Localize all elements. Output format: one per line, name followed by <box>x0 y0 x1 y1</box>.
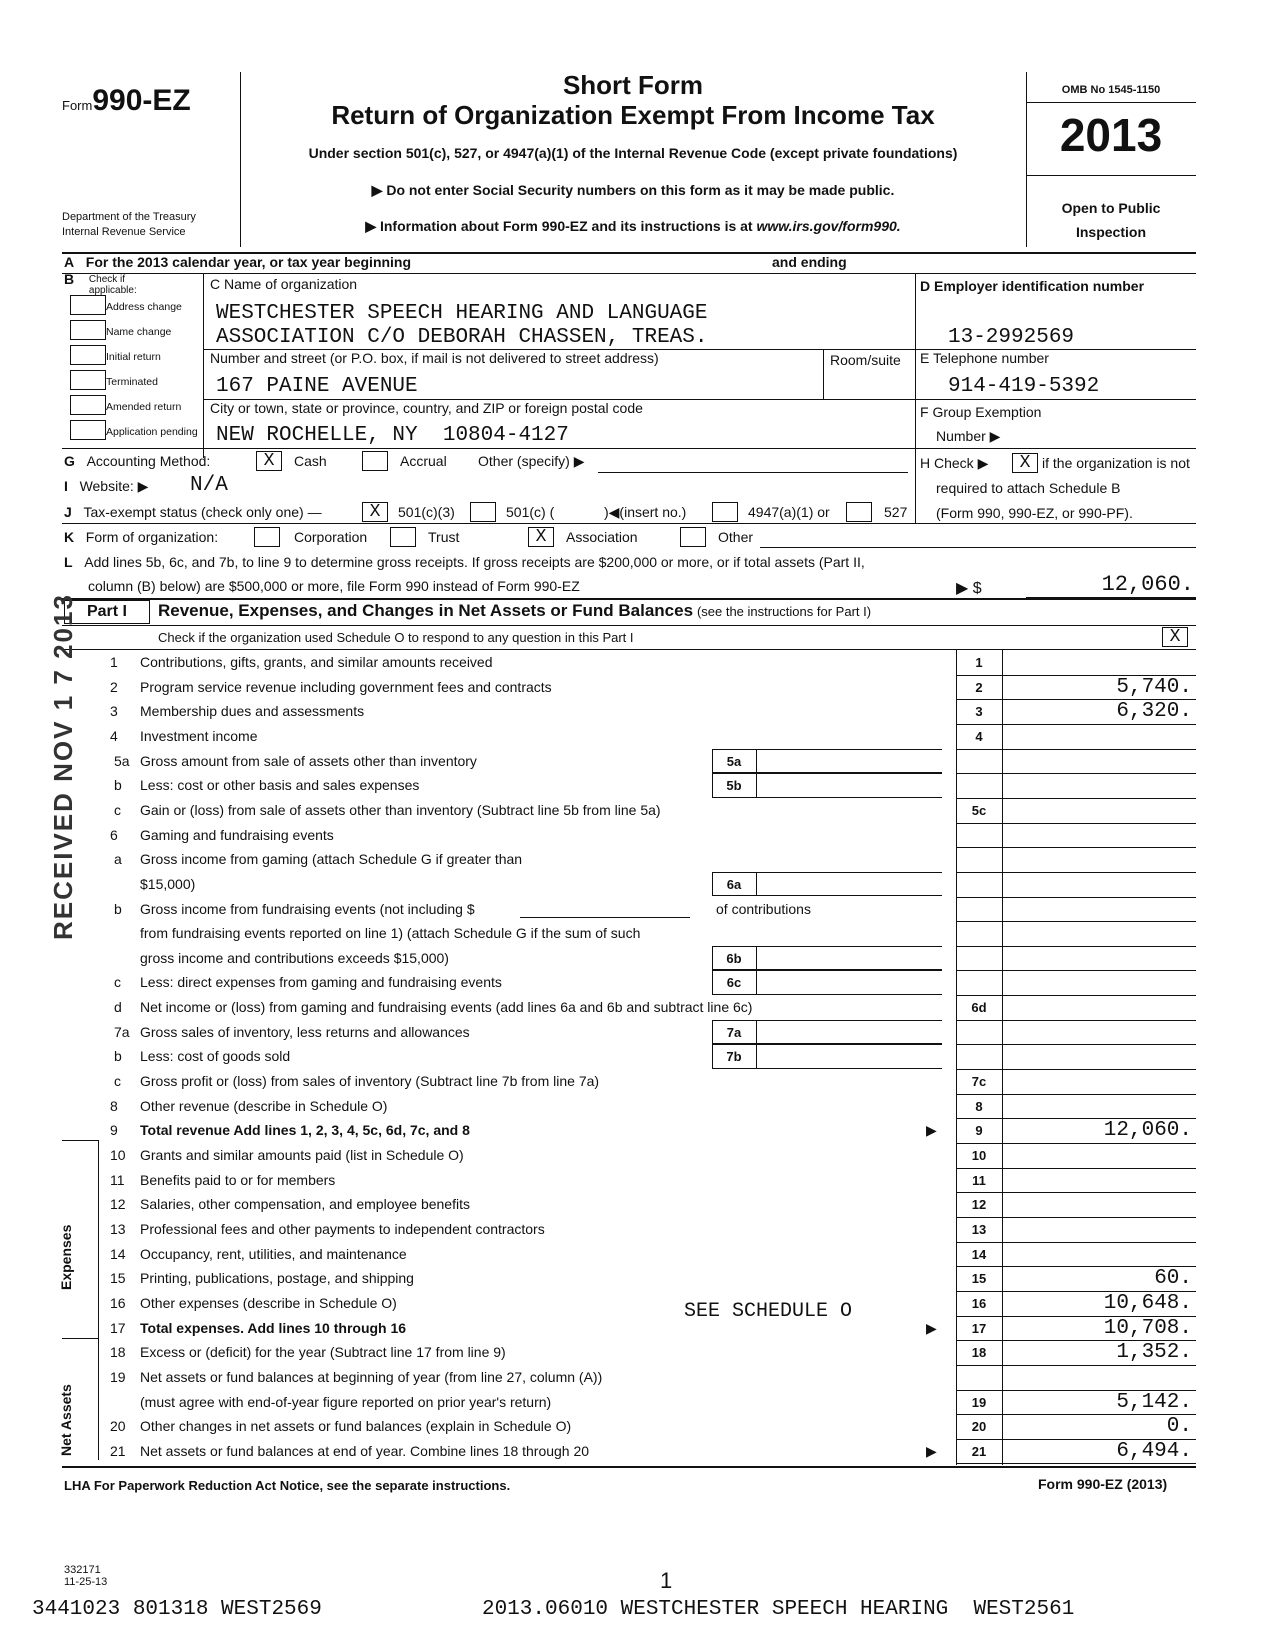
label-address-change: Address change <box>106 301 182 313</box>
line-number: 2 <box>110 678 118 695</box>
line-number: b <box>114 900 122 917</box>
box-label: 16 <box>971 1295 987 1311</box>
line-number: b <box>114 777 122 794</box>
box-label: 18 <box>971 1345 987 1361</box>
other-form-checkbox[interactable] <box>680 527 706 547</box>
4947-label: 4947(a)(1) or <box>748 504 830 520</box>
i-label: Website: ▶ <box>79 478 149 494</box>
label-name-change: Name change <box>106 326 172 338</box>
line-number: 6 <box>110 826 118 843</box>
line-number: 9 <box>110 1122 118 1139</box>
trust-label: Trust <box>428 529 460 545</box>
street-label: Number and street (or P.O. box, if mail is not delivered to street address) <box>210 350 659 366</box>
omb-number: OMB No 1545-1150 <box>1061 84 1161 96</box>
row-rule <box>956 1168 1196 1169</box>
phone-rule <box>915 399 1196 400</box>
block-bottom-rule <box>62 448 915 449</box>
box-label: 20 <box>971 1419 987 1435</box>
h-text2: if the organization is not <box>1042 455 1190 471</box>
line-number: 11 <box>110 1171 125 1188</box>
line-amount: 0. <box>1166 1415 1192 1439</box>
line-text: Net assets or fund balances at end of year. Combine lines 18 through 20 <box>140 1442 590 1459</box>
line-i <box>64 478 148 495</box>
open-public <box>1026 196 1196 244</box>
line-text: Less: direct expenses from gaming and fundraising events <box>140 974 502 991</box>
row-rule <box>956 1242 1196 1243</box>
row-rule <box>956 1143 1196 1144</box>
cash-checkbox[interactable]: X <box>256 451 282 471</box>
g-label: Accounting Method: <box>86 453 211 469</box>
box-label: 7c <box>971 1074 987 1090</box>
part1-title-rule <box>62 625 1196 626</box>
other-form-label: Other <box>718 529 754 545</box>
box-label: 6d <box>971 1000 987 1016</box>
dept-line1: Department of the Treasury <box>62 211 196 223</box>
line-number: 14 <box>110 1245 126 1262</box>
line-number: 17 <box>110 1319 126 1336</box>
part1-top-rule <box>62 598 1196 600</box>
row-rule <box>956 872 1196 873</box>
line-text: Net income or (loss) from gaming and fundraising events (add lines 6a and 6b and subtract line 6c) <box>140 999 753 1016</box>
row-rule <box>956 1192 1196 1193</box>
box-label: 3 <box>975 704 983 720</box>
barcode-right: 2013.06010 WESTCHESTER SPEECH HEARING WEST2561 <box>482 1598 1075 1621</box>
label-application-pending: Application pending <box>106 426 198 438</box>
sub-box-label: 6c <box>726 975 742 991</box>
line-text: Investment income <box>140 727 258 744</box>
h-text4: (Form 990, 990-EZ, or 990-PF). <box>936 505 1133 521</box>
line-text: Gross profit or (loss) from sales of inventory (Subtract line 7b from line 7a) <box>140 1073 600 1090</box>
checkbox-address-change[interactable] <box>70 295 106 315</box>
room-divider <box>823 349 824 399</box>
501c-checkbox[interactable] <box>470 502 496 522</box>
schedule-o-checkbox[interactable]: X <box>1162 627 1188 647</box>
line-text-extra: of contributions <box>716 900 811 917</box>
line-text: Net assets or fund balances at beginning of year (from line 27, column (A)) <box>140 1368 603 1385</box>
line-text: from fundraising events reported on line 1) (attach Schedule G if the sum of such <box>140 925 641 942</box>
line-text: Benefits paid to or for members <box>140 1171 336 1188</box>
k-top-rule <box>62 523 1196 524</box>
sub-box-divider <box>756 749 757 774</box>
line-text: Gross amount from sale of assets other than inventory <box>140 752 477 769</box>
g-letter: G <box>64 453 75 469</box>
line-k <box>64 529 218 545</box>
group-label2: Number ▶ <box>936 428 1001 444</box>
sub-box-divider <box>756 872 757 897</box>
box-label: 2 <box>975 679 983 695</box>
line-j <box>64 504 322 520</box>
open-public-line1: Open to Public <box>1061 200 1161 216</box>
schedule-o-note: SEE SCHEDULE O <box>684 1300 853 1323</box>
line-amount: 10,708. <box>1103 1316 1192 1340</box>
code1: 332171 <box>64 1564 101 1576</box>
box-label: 9 <box>975 1123 983 1139</box>
box-label: 5c <box>971 802 987 818</box>
line-text: Contributions, gifts, grants, and similar amounts received <box>140 654 493 670</box>
line-amount: 1,352. <box>1116 1341 1192 1365</box>
l-letter: L <box>64 554 73 570</box>
box-label: 21 <box>971 1443 987 1459</box>
row-rule <box>956 798 1196 799</box>
form-id <box>62 84 191 118</box>
title-short-form: Short Form <box>562 70 704 100</box>
box-label: 14 <box>971 1246 987 1262</box>
line-text: Less: cost of goods sold <box>140 1048 291 1065</box>
line-amount: 6,494. <box>1116 1439 1192 1463</box>
line-h <box>920 455 988 472</box>
street-value: 167 PAINE AVENUE <box>216 375 418 398</box>
k-other-line <box>760 547 1196 548</box>
box-label: 19 <box>971 1394 987 1410</box>
line-l-arrow: ▶ $ <box>956 580 982 597</box>
part1-title <box>158 601 871 621</box>
ein-value: 13-2992569 <box>948 326 1075 349</box>
501c3-checkbox[interactable]: X <box>362 502 388 522</box>
sub-box-label: 5b <box>726 778 742 794</box>
line-text: (must agree with end-of-year figure reported on prior year's return) <box>140 1393 552 1410</box>
row-rule <box>956 970 1196 971</box>
line-a-ending: and ending <box>772 254 847 270</box>
tax-year: 2013 <box>1059 109 1163 161</box>
net-assets-side-label: Net Assets <box>58 1384 74 1456</box>
line-a-rule <box>62 273 1196 274</box>
sub-box-label: 7a <box>726 1024 742 1040</box>
line-number: c <box>114 801 121 818</box>
box-col-right <box>1002 650 1003 1465</box>
notice-info-text: Information about Form 990-EZ and its instructions is at <box>379 218 757 234</box>
line-a <box>64 254 411 270</box>
corporation-label: Corporation <box>294 529 368 545</box>
form-number: 990-EZ <box>92 84 191 117</box>
open-public-line2: Inspection <box>1075 224 1146 240</box>
gross-receipts-value: 12,060. <box>1101 572 1194 597</box>
ein-label: D Employer identification number <box>920 278 1145 294</box>
form-codes <box>64 1564 107 1588</box>
sub-box-divider <box>756 946 757 971</box>
website-value: N/A <box>190 474 228 497</box>
schedule-o-check-text: Check if the organization used Schedule O to respond to any question in this Part I <box>158 630 634 645</box>
line-number: 5a <box>114 752 130 769</box>
line-number: 18 <box>110 1344 126 1361</box>
line-number: 10 <box>110 1147 126 1163</box>
b-letter: B <box>64 271 75 287</box>
cash-label: Cash <box>294 453 327 469</box>
dept-line2: Internal Revenue Service <box>62 226 186 238</box>
subtitle: Under section 501(c), 527, or 4947(a)(1) of the Internal Revenue Code (except private foundations) <box>308 145 958 161</box>
l-text1: Add lines 5b, 6c, and 7b, to line 9 to determine gross receipts. If gross receipts are $200,000 or more, or if total assets (Part II, <box>84 554 865 570</box>
row-rule <box>956 1365 1196 1366</box>
line-number: 16 <box>110 1294 126 1311</box>
line-amount: 60. <box>1154 1267 1192 1291</box>
line-number: c <box>114 1073 121 1090</box>
city-label: City or town, state or province, country, and ZIP or foreign postal code <box>210 400 643 416</box>
sub-box-divider <box>756 1044 757 1069</box>
box-label: 12 <box>971 1197 987 1213</box>
checkbox-name-change[interactable] <box>70 320 106 340</box>
box-label: 13 <box>971 1221 987 1237</box>
box-label: 10 <box>971 1148 987 1163</box>
line-text: Gross income from fundraising events (not including $ <box>140 900 475 917</box>
revenue-exp-rule <box>62 1140 98 1141</box>
line-number: 20 <box>110 1418 126 1435</box>
line-text: Occupancy, rent, utilities, and maintenance <box>140 1245 407 1262</box>
line-number: 19 <box>110 1368 126 1385</box>
line-number: 12 <box>110 1196 126 1213</box>
line-text: Professional fees and other payments to independent contractors <box>140 1220 545 1237</box>
sub-box-label: 7b <box>726 1049 742 1065</box>
sub-box-divider <box>756 773 757 798</box>
row-rule <box>956 1069 1196 1070</box>
line-text: Other expenses (describe in Schedule O) <box>140 1294 397 1311</box>
title-return: Return of Organization Exempt From Income Tax <box>331 100 935 130</box>
checkbox-initial-return[interactable] <box>70 345 106 365</box>
label-terminated: Terminated <box>106 376 158 388</box>
label-initial-return: Initial return <box>106 351 161 363</box>
row-rule <box>956 724 1196 725</box>
line-text: Membership dues and assessments <box>140 703 365 720</box>
check-rule <box>62 649 1196 650</box>
phone-label: E Telephone number <box>920 350 1049 366</box>
row-rule <box>956 1020 1196 1021</box>
h-label: H Check ▶ <box>920 455 989 471</box>
line-text: $15,000) <box>140 875 196 892</box>
line-text: Gaming and fundraising events <box>140 826 334 843</box>
sub-box-label: 6b <box>726 950 742 966</box>
line-text: Less: cost or other basis and sales expenses <box>140 777 420 794</box>
group-label1: F Group Exemption <box>920 404 1042 420</box>
section-b-label <box>64 271 137 296</box>
box-label: 11 <box>972 1172 986 1188</box>
row-rule <box>956 897 1196 898</box>
line-number: 21 <box>110 1442 126 1459</box>
city-value: NEW ROCHELLE, NY 10804-4127 <box>216 424 569 447</box>
association-label: Association <box>566 529 638 545</box>
row-rule <box>956 847 1196 848</box>
box-label: 8 <box>975 1098 983 1114</box>
line-number: 3 <box>110 703 118 720</box>
arrow-icon: ▶ <box>926 1442 937 1459</box>
phone-value: 914-419-5392 <box>948 375 1100 398</box>
page-number: 1 <box>660 1568 673 1593</box>
accrual-label: Accrual <box>400 453 447 469</box>
row-rule <box>956 823 1196 824</box>
checkbox-amended-return[interactable] <box>70 395 106 415</box>
row-rule <box>956 946 1196 947</box>
line-a-letter: A <box>64 254 75 270</box>
4947-checkbox[interactable] <box>712 502 738 522</box>
line-amount: 5,740. <box>1116 675 1192 699</box>
line-g <box>64 453 210 469</box>
corporation-checkbox[interactable] <box>254 527 280 547</box>
checkbox-terminated[interactable] <box>70 370 106 390</box>
notice-info <box>240 218 1026 235</box>
group-bottom-rule <box>915 448 1196 449</box>
footer-rule <box>62 1466 1196 1468</box>
room-label: Room/suite <box>830 352 901 368</box>
arrow-icon: ▶ <box>365 218 380 234</box>
arrow-icon: ▶ <box>926 1122 937 1139</box>
dept-treasury <box>62 210 196 240</box>
arrow-icon: ▶ <box>371 182 387 198</box>
k-letter: K <box>64 529 75 545</box>
sub-box-label: 5a <box>726 753 742 769</box>
row-rule <box>956 1094 1196 1095</box>
received-stamp: RECEIVED NOV 1 7 2013 <box>48 593 78 940</box>
insert-no-label: )◀(insert no.) <box>604 504 687 520</box>
row-rule <box>956 1463 1196 1464</box>
box-label: 17 <box>971 1320 987 1336</box>
part1-left-divider <box>98 1140 99 1460</box>
line-text: Grants and similar amounts paid (list in Schedule O) <box>140 1147 464 1163</box>
line-number: c <box>114 974 121 991</box>
j-label: Tax-exempt status (check only one) — <box>83 504 322 520</box>
lha-text: LHA For Paperwork Reduction Act Notice, see the separate instructions. <box>64 1478 511 1493</box>
row-rule <box>956 749 1196 750</box>
line-text: Gross income from gaming (attach Schedule G if greater than <box>140 851 523 868</box>
527-checkbox[interactable] <box>846 502 872 522</box>
h-text3: required to attach Schedule B <box>936 480 1121 496</box>
arrow-icon: ▶ <box>926 1319 937 1336</box>
row-rule <box>956 1044 1196 1045</box>
notice-ssn-text: Do not enter Social Security numbers on this form as it may be made public. <box>386 182 895 198</box>
line-amount: 10,648. <box>1103 1291 1192 1315</box>
exp-net-rule <box>62 1338 98 1339</box>
barcode-left: 3441023 801318 WEST2569 <box>32 1598 322 1621</box>
irs-link[interactable]: www.irs.gov/form990. <box>756 218 901 234</box>
label-amended-return: Amended return <box>106 401 182 413</box>
year-rule <box>1026 175 1196 176</box>
line-number: 15 <box>110 1270 126 1287</box>
org-name-line1: WESTCHESTER SPEECH HEARING AND LANGUAGE <box>216 302 708 325</box>
line-number: 4 <box>110 727 118 744</box>
i-letter: I <box>64 478 68 494</box>
row-rule <box>956 921 1196 922</box>
row-rule <box>956 1217 1196 1218</box>
line-number: b <box>114 1048 122 1065</box>
b-label2: applicable: <box>88 285 137 296</box>
trust-checkbox[interactable] <box>390 527 416 547</box>
line-amount: 6,320. <box>1116 700 1192 724</box>
part1-title-text: Revenue, Expenses, and Changes in Net Assets or Fund Balances <box>158 601 694 620</box>
line-text: Other revenue (describe in Schedule O) <box>140 1097 388 1114</box>
association-checkbox[interactable]: X <box>528 527 554 547</box>
box-col-left <box>956 650 957 1465</box>
j-letter: J <box>64 504 72 520</box>
line-number: 8 <box>110 1097 118 1114</box>
row-rule <box>956 773 1196 774</box>
checkbox-application-pending[interactable] <box>70 420 106 440</box>
line-fill-line <box>520 917 690 918</box>
line-text: Gain or (loss) from sale of assets other than inventory (Subtract line 5b from line 5a) <box>140 801 661 818</box>
line-amount: 12,060. <box>1103 1119 1192 1143</box>
part1-title-note: (see the instructions for Part I) <box>696 604 872 619</box>
k-label: Form of organization: <box>85 529 219 545</box>
box-label: 15 <box>971 1271 987 1287</box>
form-ref: Form 990-EZ (2013) <box>1038 1476 1168 1492</box>
org-name-label: C Name of organization <box>210 276 358 292</box>
other-method-label: Other (specify) ▶ <box>478 453 585 469</box>
527-label: 527 <box>884 504 908 520</box>
line-text: gross income and contributions exceeds $15,000) <box>140 949 449 966</box>
part1-label: Part I <box>64 600 150 624</box>
other-method-line <box>598 472 908 473</box>
line-text: Gross sales of inventory, less returns and allowances <box>140 1023 470 1040</box>
expenses-side-label: Expenses <box>58 1224 74 1290</box>
501c3-label: 501(c)(3) <box>398 504 455 520</box>
box-label: 1 <box>975 655 983 670</box>
line-number: 1 <box>110 654 118 670</box>
accrual-checkbox[interactable] <box>362 451 388 471</box>
b-label1: Check if <box>88 274 126 285</box>
box-label: 4 <box>975 728 983 744</box>
sub-box-divider <box>756 1020 757 1045</box>
omb-rule <box>1026 102 1196 103</box>
form-prefix: Form <box>62 98 93 113</box>
line-text: Salaries, other compensation, and employee benefits <box>140 1196 470 1213</box>
line-text: Printing, publications, postage, and shipping <box>140 1270 414 1287</box>
sub-box-divider <box>756 970 757 995</box>
line-l-text2: column (B) below) are $500,000 or more, file Form 990 instead of Form 990-EZ <box>88 578 580 594</box>
line-a-text: For the 2013 calendar year, or tax year beginning <box>85 254 412 270</box>
h-checkbox[interactable]: X <box>1012 453 1038 473</box>
row-rule <box>956 995 1196 996</box>
org-right-divider <box>915 273 916 523</box>
line-text: Other changes in net assets or fund balances (explain in Schedule O) <box>140 1418 572 1435</box>
line-number: 13 <box>110 1220 126 1237</box>
line-amount: 5,142. <box>1116 1390 1192 1414</box>
line-text: Excess or (deficit) for the year (Subtract line 17 from line 9) <box>140 1344 506 1361</box>
sub-box-label: 6a <box>726 876 742 892</box>
line-number: d <box>114 999 122 1016</box>
line-text: Total expenses. Add lines 10 through 16 <box>140 1319 407 1336</box>
notice-ssn <box>240 182 1026 199</box>
line-text: Program service revenue including government fees and contracts <box>140 678 552 695</box>
section-b-divider <box>203 273 204 458</box>
line-text: Total revenue Add lines 1, 2, 3, 4, 5c, 6d, 7c, and 8 <box>140 1122 470 1139</box>
line-number: a <box>114 851 122 868</box>
501c-label: 501(c) ( <box>506 504 555 520</box>
line-l-text1 <box>64 554 865 570</box>
line-number: 7a <box>114 1023 130 1040</box>
code2: 11-25-13 <box>64 1576 108 1588</box>
org-name-line2: ASSOCIATION C/O DEBORAH CHASSEN, TREAS. <box>216 326 708 349</box>
